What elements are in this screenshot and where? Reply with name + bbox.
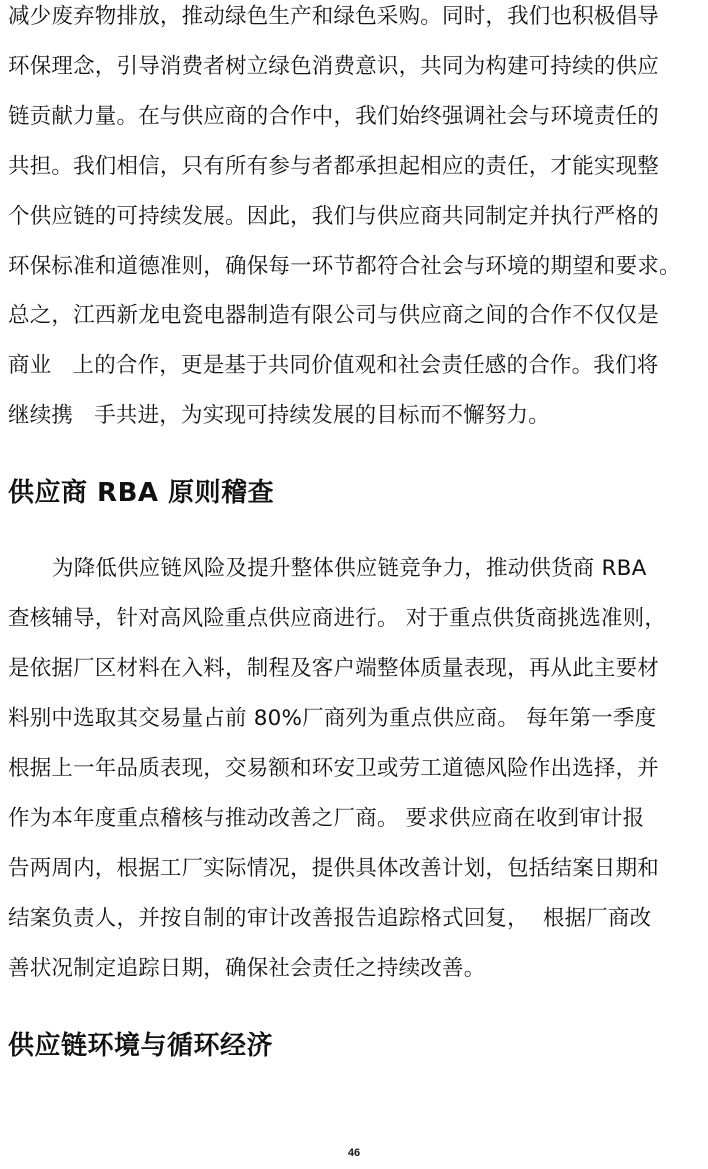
body-text-line: 是依据厂区材料在入料，制程及客户端整体质量表现，再从此主要材 — [8, 656, 660, 681]
body-text-line: 告两周内，根据工厂实际情况，提供具体改善计划，包括结案日期和 — [8, 856, 660, 881]
body-text-line: 善状况制定追踪日期，确保社会责任之持续改善。 — [8, 956, 486, 981]
body-text-line: 结案负责人，并按自制的审计改善报告追踪格式回复， 根据厂商改 — [8, 906, 652, 931]
body-text-line: 查核辅导，针对高风险重点供应商进行。 对于重点供货商挑选准则， — [8, 606, 667, 631]
body-text-line: 环保标准和道德准则，确保每一环节都符合社会与环境的期望和要求。 — [8, 254, 681, 279]
body-text-line: 链贡献力量。在与供应商的合作中，我们始终强调社会与环境责任的 — [8, 104, 660, 129]
body-text-line: 减少废弃物排放，推动绿色生产和绿色采购。同时，我们也积极倡导 — [8, 4, 660, 29]
body-text-line: 商业 上的合作，更是基于共同价值观和社会责任感的合作。我们将 — [8, 353, 659, 378]
body-text-line: 为降低供应链风险及提升整体供应链竞争力，推动供货商 RBA — [52, 556, 647, 581]
section-heading-circular-economy: 供应链环境与循环经济 — [8, 1031, 274, 1061]
body-text-line: 总之，江西新龙电瓷电器制造有限公司与供应商之间的合作不仅仅是 — [8, 303, 660, 328]
body-text-line: 共担。我们相信，只有所有参与者都承担起相应的责任，才能实现整 — [8, 154, 660, 179]
body-text-line: 作为本年度重点稽核与推动改善之厂商。 要求供应商在收到审计报 — [8, 806, 645, 831]
body-text-line: 个供应链的可持续发展。因此，我们与供应商共同制定并执行严格的 — [8, 204, 660, 229]
body-text-line: 料别中选取其交易量占前 80%厂商列为重点供应商。 每年第一季度 — [8, 706, 657, 731]
body-text-line: 环保理念，引导消费者树立绿色消费意识，共同为构建可持续的供应 — [8, 54, 660, 79]
body-text-line: 根据上一年品质表现，交易额和环安卫或劳工道德风险作出选择，并 — [8, 756, 660, 781]
body-text-line: 继续携 手共进，为实现可持续发展的目标而不懈努力。 — [8, 403, 550, 428]
section-heading-rba: 供应商 RBA 原则稽查 — [8, 478, 275, 508]
page-number: 46 — [347, 1147, 361, 1159]
